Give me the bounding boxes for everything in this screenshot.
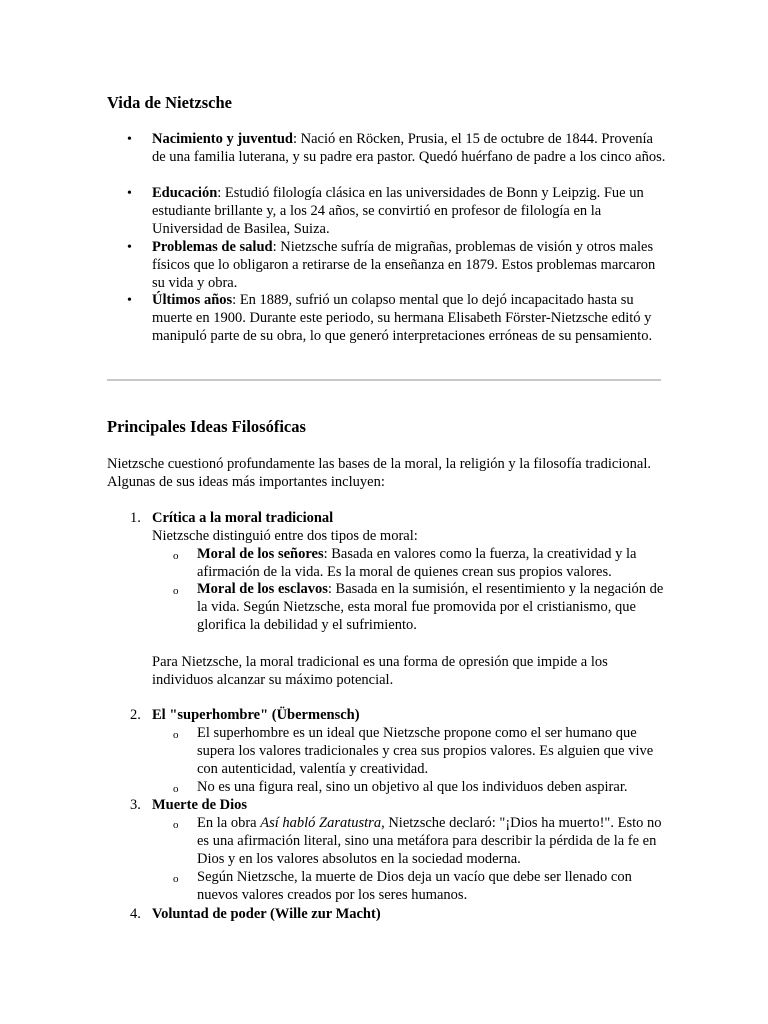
item-label: Últimos años xyxy=(152,292,233,308)
list-item xyxy=(152,238,667,292)
idea-title xyxy=(152,796,667,814)
item-label: Moral de los esclavos xyxy=(197,581,328,597)
item-label: Educación xyxy=(152,185,218,201)
item-text-pre: En la obra xyxy=(197,815,261,831)
idea-title xyxy=(152,706,667,724)
bullet-icon: • xyxy=(127,240,132,255)
sub-list-item xyxy=(197,580,667,634)
item-label: Nacimiento y juventud xyxy=(152,131,293,147)
sub-bullet-icon: o xyxy=(173,819,179,831)
list-item xyxy=(152,291,667,345)
list-number: 4. xyxy=(130,906,141,922)
sub-list-item: No es una figura real, sino un objetivo al que los individuos deben aspirar. xyxy=(197,779,628,795)
idea-title-text: Voluntad de poder (Wille zur Macht) xyxy=(152,906,381,922)
item-text: : Basada en la sumisión, el resentimiento y la negación de la vida. Según Nietzsche, esta moral fue promovida por el cristianismo, que glorifica la debilidad y el sufrimiento. xyxy=(197,581,664,633)
list-item xyxy=(152,184,667,238)
sub-list-item: El superhombre es un ideal que Nietzsche propone como el ser humano que supera los valores tradicionales y crea sus propios valores. Es alguien que vive con autenticidad, valentía y creatividad. xyxy=(197,725,654,777)
item-text: : Basada en valores como la fuerza, la creatividad y la afirmación de la vida. Es la moral de quienes crean sus propios valores. xyxy=(197,546,637,580)
sub-bullet-icon: o xyxy=(173,550,179,562)
sub-list-item xyxy=(197,545,667,581)
item-text: : Nietzsche sufría de migrañas, problemas de visión y otros males físicos que lo obligaron a retirarse de la enseñanza en 1879. Estos problemas marcaron su vida y obra. xyxy=(152,239,656,291)
sub-bullet-icon: o xyxy=(173,729,179,741)
list-item xyxy=(152,130,667,166)
idea-title-text: El "superhombre" (Übermensch) xyxy=(152,707,360,723)
section-title-ideas: Principales Ideas Filosóficas xyxy=(107,417,306,436)
item-label: Moral de los señores xyxy=(197,546,324,562)
section-title-vida: Vida de Nietzsche xyxy=(107,93,232,112)
item-text: , Nietzsche declaró: "¡Dios ha muerto!". Esto no es una afirmación literal, sino una metáfora para describir la pérdida de la fe en Dios y en los valores absolutos en la sociedad moderna. xyxy=(197,815,662,867)
sub-bullet-icon: o xyxy=(173,585,179,597)
idea-title xyxy=(152,905,667,923)
book-title: Así habló Zaratustra xyxy=(260,815,382,831)
idea-closing: Para Nietzsche, la moral tradicional es una forma de opresión que impide a los individuos alcanzar su máximo potencial. xyxy=(152,654,608,688)
idea-title-text: Muerte de Dios xyxy=(152,797,248,813)
item-text: : Nació en Röcken, Prusia, el 15 de octubre de 1844. Provenía de una familia luterana, y su padre era pastor. Quedó huérfano de padre a los cinco años. xyxy=(152,131,666,165)
sub-bullet-icon: o xyxy=(173,873,179,885)
idea-lead: Nietzsche distinguió entre dos tipos de moral: xyxy=(152,528,418,544)
bullet-icon: • xyxy=(127,293,132,308)
list-number: 1. xyxy=(130,510,141,526)
item-text: : Estudió filología clásica en las universidades de Bonn y Leipzig. Fue un estudiante brillante y, a los 24 años, se convirtió en profesor de filología en la Universidad de Basilea, Suiza. xyxy=(152,185,644,237)
item-label: Problemas de salud xyxy=(152,239,273,255)
sub-list-item xyxy=(197,814,667,868)
horizontal-divider xyxy=(107,379,661,381)
idea-title xyxy=(152,509,667,527)
bullet-icon: • xyxy=(127,132,132,147)
intro-paragraph: Nietzsche cuestionó profundamente las bases de la moral, la religión y la filosofía tradicional. Algunas de sus ideas más importantes incluyen: xyxy=(107,456,651,490)
bullet-icon: • xyxy=(127,186,132,201)
sub-list-item: Según Nietzsche, la muerte de Dios deja un vacío que debe ser llenado con nuevos valores creados por los seres humanos. xyxy=(197,869,632,903)
sub-bullet-icon: o xyxy=(173,783,179,795)
list-number: 3. xyxy=(130,797,141,813)
item-text: : En 1889, sufrió un colapso mental que lo dejó incapacitado hasta su muerte en 1900. Durante este periodo, su hermana Elisabeth Förster-Nietzsche editó y manipuló parte de su obra, lo que generó interpretaciones erróneas de su pensamiento. xyxy=(152,292,653,344)
list-number: 2. xyxy=(130,707,141,723)
idea-title-text: Crítica a la moral tradicional xyxy=(152,510,334,526)
